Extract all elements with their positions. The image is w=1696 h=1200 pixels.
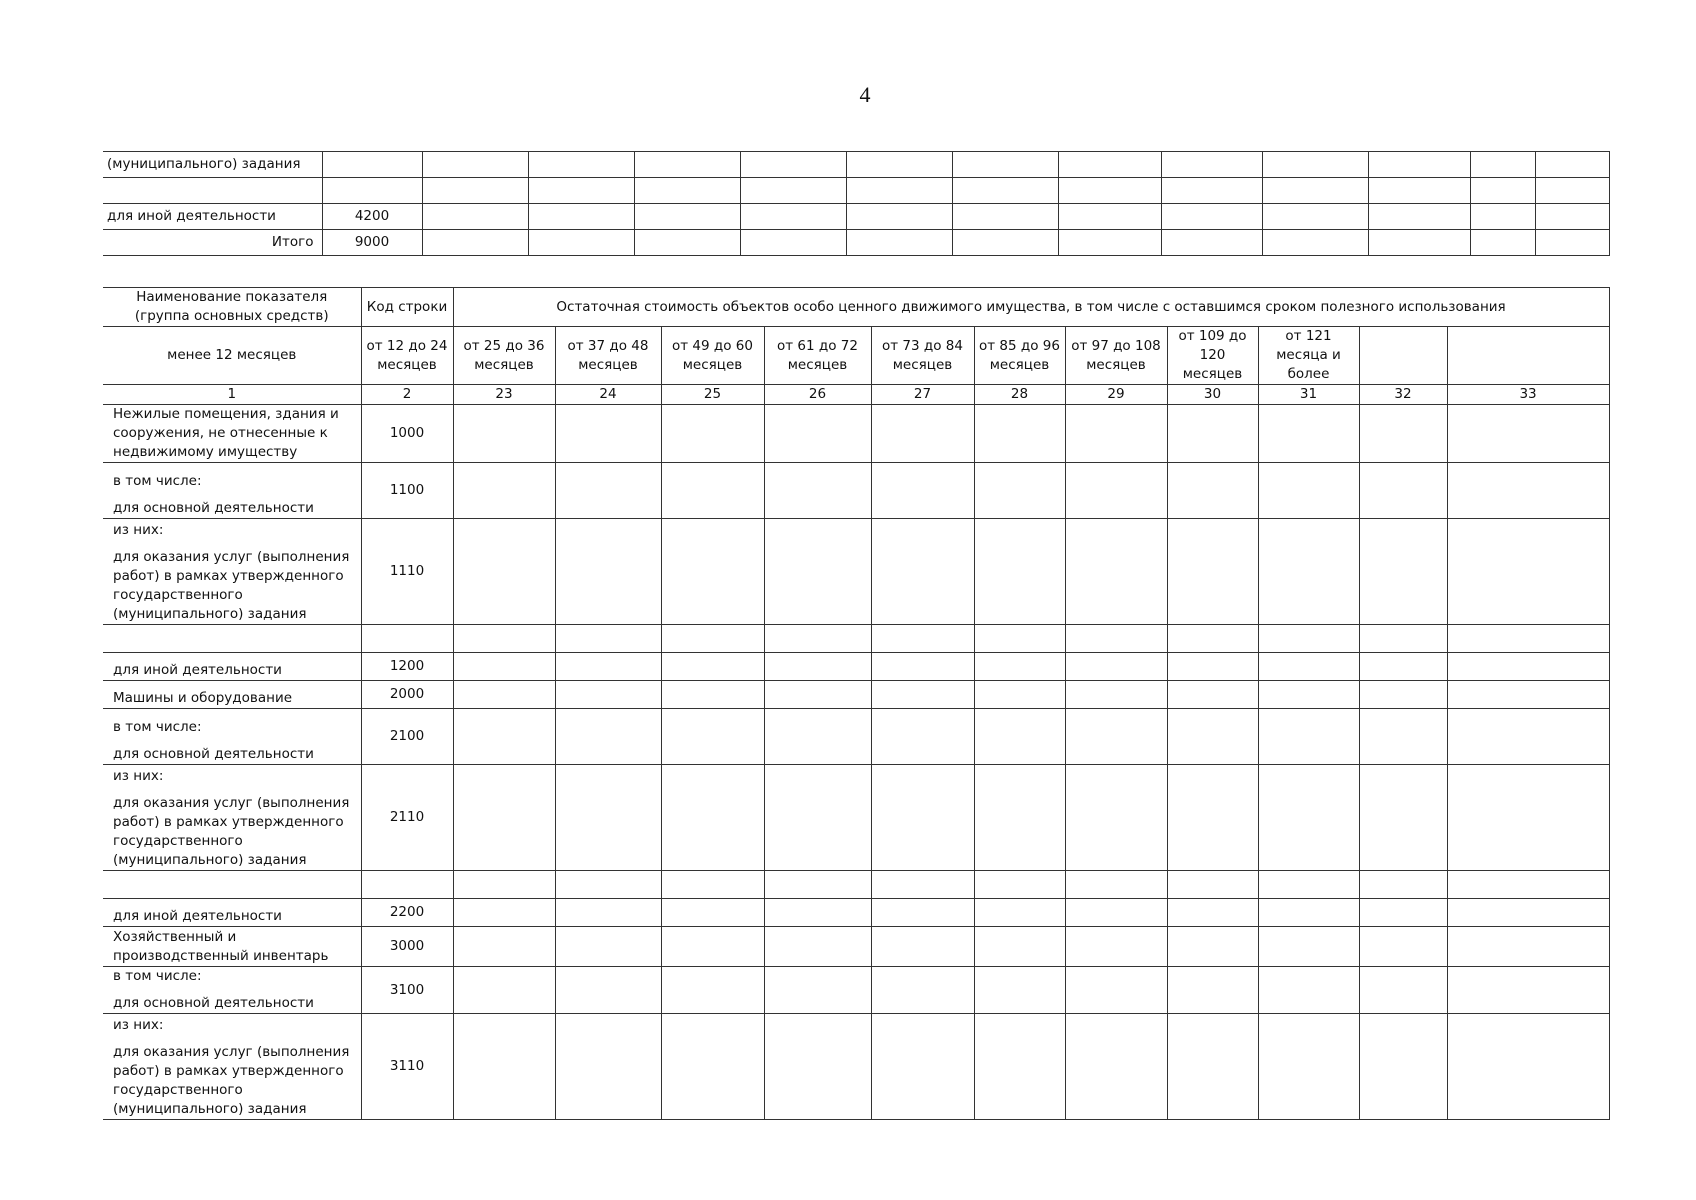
- value-cell: [453, 463, 555, 519]
- value-cell: [1359, 927, 1447, 967]
- table-row: [103, 681, 1609, 709]
- row-label-text: для иной деятельности: [113, 908, 282, 924]
- row-label: для иной деятельности: [103, 204, 322, 230]
- value-cell: [1258, 709, 1359, 765]
- row-code: 1000: [361, 405, 453, 463]
- header-period: от 85 до 96 месяцев: [974, 327, 1065, 385]
- row-label-text: в том числе:: [113, 968, 202, 984]
- value-cell: [1065, 625, 1167, 653]
- table-row: [103, 625, 1609, 653]
- table-row: [103, 230, 1609, 256]
- value-cell: [555, 927, 661, 967]
- column-number: 31: [1258, 385, 1359, 405]
- value-cell: [1065, 927, 1167, 967]
- value-cell: [555, 405, 661, 463]
- value-cell: [453, 927, 555, 967]
- value-cell: [974, 927, 1065, 967]
- row-label: [103, 681, 361, 709]
- value-cell: [764, 519, 871, 625]
- value-cell: [871, 405, 974, 463]
- value-cell: [453, 405, 555, 463]
- row-label-text: в том числе:: [113, 719, 202, 735]
- row-code: [361, 871, 453, 899]
- value-cell: [1065, 463, 1167, 519]
- value-cell: [974, 709, 1065, 765]
- row-label: [103, 967, 361, 1014]
- value-cell: [1447, 625, 1609, 653]
- row-label-subtext: для основной деятельности: [113, 500, 314, 516]
- column-number: 24: [555, 385, 661, 405]
- value-cell: [1167, 871, 1258, 899]
- header-period: от 49 до 60 месяцев: [661, 327, 764, 385]
- row-label-text: Нежилые помещения, здания и сооружения, не отнесенные к недвижимому имуществу: [113, 406, 339, 460]
- value-cell: [661, 653, 764, 681]
- value-cell: [974, 967, 1065, 1014]
- value-cell: [555, 765, 661, 871]
- value-cell: [871, 899, 974, 927]
- column-number: 27: [871, 385, 974, 405]
- value-cell: [974, 519, 1065, 625]
- row-code: [322, 152, 422, 178]
- header-period: от 109 до 120 месяцев: [1167, 327, 1258, 385]
- value-cell: [453, 625, 555, 653]
- value-cell: [1447, 871, 1609, 899]
- value-cell: [1447, 765, 1609, 871]
- row-label-text: из них:: [113, 1017, 164, 1033]
- value-cell: [871, 765, 974, 871]
- main-table: [103, 287, 1610, 1120]
- value-cell: [1258, 927, 1359, 967]
- column-number: 26: [764, 385, 871, 405]
- value-cell: [555, 1014, 661, 1120]
- row-code: 2000: [361, 681, 453, 709]
- value-cell: [1359, 871, 1447, 899]
- value-cell: [1258, 653, 1359, 681]
- row-label-subtext: для оказания услуг (выполнения работ) в рамках утвержденного государственного (муниципального) задания: [113, 795, 350, 868]
- row-label-text: из них:: [113, 522, 164, 538]
- row-label: Итого: [103, 230, 322, 256]
- value-cell: [1167, 709, 1258, 765]
- header-group: Остаточная стоимость объектов особо ценного движимого имущества, в том числе с оставшимся сроком полезного использования: [453, 288, 1609, 327]
- value-cell: [974, 463, 1065, 519]
- value-cell: [555, 681, 661, 709]
- column-number: 28: [974, 385, 1065, 405]
- value-cell: [453, 899, 555, 927]
- value-cell: [661, 709, 764, 765]
- value-cell: [1258, 765, 1359, 871]
- value-cell: [1065, 899, 1167, 927]
- table-row: [103, 967, 1609, 1014]
- row-code: 1110: [361, 519, 453, 625]
- value-cell: [661, 405, 764, 463]
- value-cell: [1447, 899, 1609, 927]
- row-code: 3100: [361, 967, 453, 1014]
- row-label-text: для иной деятельности: [113, 662, 282, 678]
- value-cell: [1359, 405, 1447, 463]
- value-cell: [1258, 681, 1359, 709]
- row-label: [103, 709, 361, 765]
- value-cell: [661, 1014, 764, 1120]
- value-cell: [1167, 1014, 1258, 1120]
- row-label: [103, 519, 361, 625]
- value-cell: [1167, 653, 1258, 681]
- value-cell: [661, 625, 764, 653]
- table-row: [103, 178, 1609, 204]
- value-cell: [661, 927, 764, 967]
- value-cell: [1359, 625, 1447, 653]
- value-cell: [764, 871, 871, 899]
- value-cell: [1447, 927, 1609, 967]
- header-sub-first: менее 12 месяцев: [103, 327, 361, 385]
- value-cell: [661, 765, 764, 871]
- value-cell: [1359, 463, 1447, 519]
- value-cell: [555, 625, 661, 653]
- header-period: от 73 до 84 месяцев: [871, 327, 974, 385]
- column-number: 33: [1447, 385, 1609, 405]
- header-period: от 25 до 36 месяцев: [453, 327, 555, 385]
- value-cell: [1447, 519, 1609, 625]
- value-cell: [453, 967, 555, 1014]
- value-cell: [555, 967, 661, 1014]
- value-cell: [871, 519, 974, 625]
- table-row: [103, 765, 1609, 871]
- value-cell: [1359, 709, 1447, 765]
- row-code: 3000: [361, 927, 453, 967]
- value-cell: [1065, 1014, 1167, 1120]
- column-number: 23: [453, 385, 555, 405]
- row-label-text: из них:: [113, 768, 164, 784]
- row-label: [103, 178, 322, 204]
- row-label: [103, 1014, 361, 1120]
- value-cell: [974, 899, 1065, 927]
- row-label: [103, 653, 361, 681]
- header-row: [103, 288, 1609, 327]
- value-cell: [453, 765, 555, 871]
- table-row: [103, 899, 1609, 927]
- row-label: [103, 765, 361, 871]
- value-cell: [453, 709, 555, 765]
- value-cell: [1359, 967, 1447, 1014]
- value-cell: [974, 871, 1065, 899]
- value-cell: [453, 681, 555, 709]
- value-cell: [555, 709, 661, 765]
- row-label: [103, 625, 361, 653]
- value-cell: [1065, 709, 1167, 765]
- value-cell: [453, 519, 555, 625]
- column-number: 30: [1167, 385, 1258, 405]
- value-cell: [661, 899, 764, 927]
- value-cell: [1258, 967, 1359, 1014]
- value-cell: [1447, 709, 1609, 765]
- value-cell: [1359, 899, 1447, 927]
- row-label-text: в том числе:: [113, 473, 202, 489]
- value-cell: [764, 681, 871, 709]
- value-cell: [555, 519, 661, 625]
- row-code: 3110: [361, 1014, 453, 1120]
- row-label-subtext: для основной деятельности: [113, 995, 314, 1011]
- value-cell: [871, 709, 974, 765]
- value-cell: [1167, 625, 1258, 653]
- row-label-subtext: для оказания услуг (выполнения работ) в рамках утвержденного государственного (муниципального) задания: [113, 1044, 350, 1117]
- value-cell: [1167, 463, 1258, 519]
- row-label: [103, 927, 361, 967]
- value-cell: [871, 871, 974, 899]
- header-period: [1447, 327, 1609, 385]
- header-period: от 61 до 72 месяцев: [764, 327, 871, 385]
- value-cell: [661, 463, 764, 519]
- value-cell: [764, 709, 871, 765]
- header-period: от 97 до 108 месяцев: [1065, 327, 1167, 385]
- value-cell: [555, 463, 661, 519]
- value-cell: [1065, 653, 1167, 681]
- row-label-subtext: для оказания услуг (выполнения работ) в рамках утвержденного государственного (муниципального) задания: [113, 549, 350, 622]
- value-cell: [764, 1014, 871, 1120]
- row-label: (муниципального) задания: [103, 152, 322, 178]
- value-cell: [1065, 871, 1167, 899]
- value-cell: [1167, 967, 1258, 1014]
- value-cell: [871, 625, 974, 653]
- header-sub-code: от 12 до 24 месяцев: [361, 327, 453, 385]
- value-cell: [871, 653, 974, 681]
- column-number: 32: [1359, 385, 1447, 405]
- value-cell: [1359, 765, 1447, 871]
- value-cell: [1167, 927, 1258, 967]
- value-cell: [1359, 681, 1447, 709]
- header-period: [1359, 327, 1447, 385]
- value-cell: [453, 653, 555, 681]
- value-cell: [453, 1014, 555, 1120]
- value-cell: [1447, 405, 1609, 463]
- value-cell: [1258, 519, 1359, 625]
- value-cell: [974, 681, 1065, 709]
- table-row: [103, 204, 1609, 230]
- value-cell: [1359, 1014, 1447, 1120]
- value-cell: [764, 463, 871, 519]
- value-cell: [764, 899, 871, 927]
- row-code: 1100: [361, 463, 453, 519]
- row-label-text: Машины и оборудование: [113, 690, 293, 706]
- header-period: от 37 до 48 месяцев: [555, 327, 661, 385]
- value-cell: [871, 1014, 974, 1120]
- row-code: 9000: [322, 230, 422, 256]
- value-cell: [555, 653, 661, 681]
- value-cell: [1167, 519, 1258, 625]
- table-row: [103, 927, 1609, 967]
- row-label-subtext: для основной деятельности: [113, 746, 314, 762]
- value-cell: [871, 967, 974, 1014]
- value-cell: [1258, 463, 1359, 519]
- row-label: [103, 405, 361, 463]
- value-cell: [1167, 681, 1258, 709]
- column-number: 2: [361, 385, 453, 405]
- column-number: 25: [661, 385, 764, 405]
- value-cell: [1065, 405, 1167, 463]
- value-cell: [764, 625, 871, 653]
- value-cell: [1167, 765, 1258, 871]
- value-cell: [1447, 1014, 1609, 1120]
- value-cell: [1359, 653, 1447, 681]
- row-code: [322, 178, 422, 204]
- value-cell: [1065, 967, 1167, 1014]
- row-label: [103, 871, 361, 899]
- row-code: 2100: [361, 709, 453, 765]
- row-label: [103, 899, 361, 927]
- row-code: [361, 625, 453, 653]
- table-row: [103, 519, 1609, 625]
- table-row: [103, 653, 1609, 681]
- table-row: [103, 152, 1609, 178]
- header-name: Наименование показателя (группа основных средств): [103, 288, 361, 327]
- value-cell: [1447, 967, 1609, 1014]
- column-number: 1: [103, 385, 361, 405]
- row-label: [103, 463, 361, 519]
- value-cell: [764, 927, 871, 967]
- value-cell: [974, 1014, 1065, 1120]
- page-number: 4: [859, 82, 871, 107]
- value-cell: [974, 765, 1065, 871]
- table-row: [103, 709, 1609, 765]
- value-cell: [1167, 405, 1258, 463]
- value-cell: [453, 871, 555, 899]
- value-cell: [974, 405, 1065, 463]
- table-row: [103, 871, 1609, 899]
- value-cell: [1258, 625, 1359, 653]
- column-numbers-row: [103, 385, 1609, 405]
- value-cell: [1447, 463, 1609, 519]
- value-cell: [764, 967, 871, 1014]
- value-cell: [1258, 871, 1359, 899]
- column-number: 29: [1065, 385, 1167, 405]
- table-row: [103, 1014, 1609, 1120]
- row-code: 2110: [361, 765, 453, 871]
- value-cell: [661, 871, 764, 899]
- value-cell: [1258, 1014, 1359, 1120]
- header-period: от 121 месяца и более: [1258, 327, 1359, 385]
- value-cell: [1065, 519, 1167, 625]
- row-label-text: Хозяйственный и производственный инвентарь: [113, 929, 329, 964]
- value-cell: [1065, 681, 1167, 709]
- value-cell: [764, 653, 871, 681]
- row-code: 1200: [361, 653, 453, 681]
- table-row: [103, 463, 1609, 519]
- top-table: [103, 151, 1610, 256]
- header-code: Код строки: [361, 288, 453, 327]
- value-cell: [661, 681, 764, 709]
- value-cell: [764, 765, 871, 871]
- value-cell: [1065, 765, 1167, 871]
- header-row: [103, 327, 1609, 385]
- value-cell: [764, 405, 871, 463]
- value-cell: [974, 625, 1065, 653]
- value-cell: [555, 899, 661, 927]
- value-cell: [1167, 899, 1258, 927]
- value-cell: [1359, 519, 1447, 625]
- value-cell: [871, 681, 974, 709]
- value-cell: [1258, 899, 1359, 927]
- value-cell: [555, 871, 661, 899]
- value-cell: [871, 463, 974, 519]
- value-cell: [871, 927, 974, 967]
- row-code: 2200: [361, 899, 453, 927]
- value-cell: [661, 967, 764, 1014]
- value-cell: [1258, 405, 1359, 463]
- row-code: 4200: [322, 204, 422, 230]
- value-cell: [1447, 681, 1609, 709]
- value-cell: [974, 653, 1065, 681]
- value-cell: [661, 519, 764, 625]
- table-row: [103, 405, 1609, 463]
- value-cell: [1447, 653, 1609, 681]
